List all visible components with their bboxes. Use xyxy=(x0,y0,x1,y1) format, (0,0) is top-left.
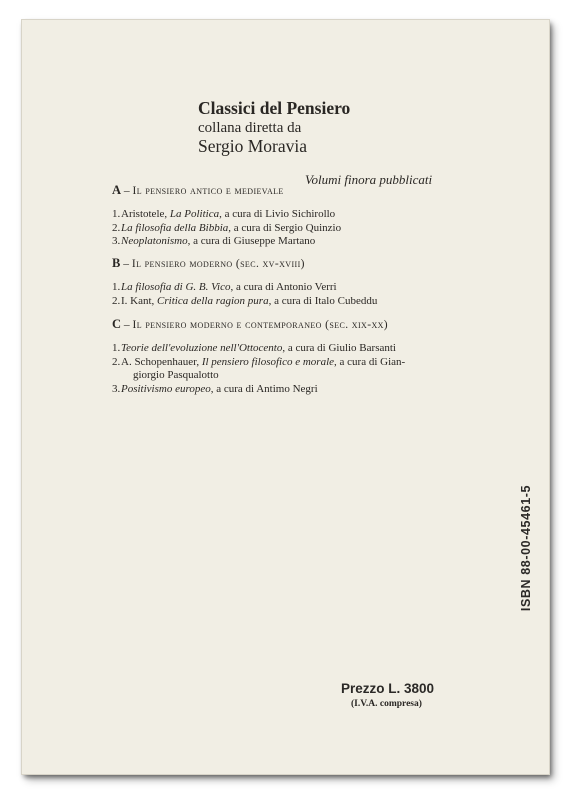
list-item xyxy=(112,356,405,383)
item-author: A. Schopenhauer, xyxy=(121,355,202,368)
item-number: 2. xyxy=(112,294,121,307)
item-title: Il pensiero filosofico e morale xyxy=(201,355,335,368)
list-item xyxy=(112,208,341,222)
item-title: Teorie dell'evoluzione nell'Ottocento xyxy=(121,342,283,354)
section-title: Il pensiero moderno (sec. xv-xviii) xyxy=(131,258,305,270)
section-heading xyxy=(112,183,341,198)
item-title: Critica della ragion pura xyxy=(157,294,269,307)
section-item-list xyxy=(112,342,405,396)
item-editor: , a cura di Giuseppe Martano xyxy=(187,235,316,247)
series-director: Sergio Moravia xyxy=(198,136,308,156)
list-item xyxy=(112,342,405,356)
section-heading xyxy=(112,317,405,332)
item-title: Neoplatonismo xyxy=(121,235,188,247)
section-a xyxy=(112,183,341,249)
list-item xyxy=(112,222,341,236)
list-item xyxy=(112,281,377,295)
item-number: 1. xyxy=(112,281,121,293)
series-subtitle: collana diretta da xyxy=(198,120,302,136)
section-dash: – xyxy=(123,319,130,331)
item-title: La filosofia della Bibbia xyxy=(121,221,229,234)
item-title: La Politica xyxy=(169,208,220,220)
item-editor: , a cura di Livio Sichirollo xyxy=(219,208,336,220)
item-editor: , a cura di Italo Cubeddu xyxy=(268,294,378,307)
section-item-list xyxy=(112,281,377,308)
section-item-list xyxy=(112,208,341,249)
isbn-number: ISBN 88-00-45461-5 xyxy=(519,484,533,612)
published-volumes-label: Volumi finora pubblicati xyxy=(305,172,433,187)
vat-note: (I.V.A. compresa) xyxy=(351,699,422,709)
price-label: Prezzo L. 3800 xyxy=(341,681,435,696)
section-letter: A xyxy=(112,183,122,197)
section-title: Il pensiero antico e medievale xyxy=(132,185,284,197)
section-c xyxy=(112,317,405,396)
section-dash: – xyxy=(123,185,130,197)
item-number: 3. xyxy=(112,235,121,247)
item-continuation: giorgio Pasqualotto xyxy=(133,369,219,381)
section-title: Il pensiero moderno e contemporaneo (sec. xix-xx) xyxy=(132,319,389,331)
item-number: 1. xyxy=(112,208,121,220)
item-editor: , a cura di Antimo Negri xyxy=(210,382,318,395)
item-editor: , a cura di Giulio Barsanti xyxy=(282,342,396,354)
item-title: La filosofia di G. B. Vico xyxy=(121,281,231,293)
item-number: 2. xyxy=(112,355,121,368)
section-letter: C xyxy=(112,317,122,331)
item-author: Aristotele, xyxy=(121,208,170,220)
section-b xyxy=(112,256,377,308)
list-item xyxy=(112,295,377,309)
list-item xyxy=(112,383,405,397)
item-editor: , a cura di Gian- xyxy=(334,355,406,368)
item-number: 3. xyxy=(112,382,121,395)
book-back-cover xyxy=(22,20,549,774)
item-number: 1. xyxy=(112,342,121,354)
item-number: 2. xyxy=(112,221,121,234)
item-editor: , a cura di Sergio Quinzio xyxy=(228,221,342,234)
list-item xyxy=(112,235,341,249)
item-title: Positivismo europeo xyxy=(121,382,211,395)
item-editor: , a cura di Antonio Verri xyxy=(230,281,337,293)
series-header xyxy=(198,98,350,156)
section-heading xyxy=(112,256,377,271)
series-title: Classici del Pensiero xyxy=(198,98,351,118)
item-author: I. Kant, xyxy=(121,294,158,307)
section-dash: – xyxy=(123,258,129,270)
section-letter: B xyxy=(112,256,121,270)
